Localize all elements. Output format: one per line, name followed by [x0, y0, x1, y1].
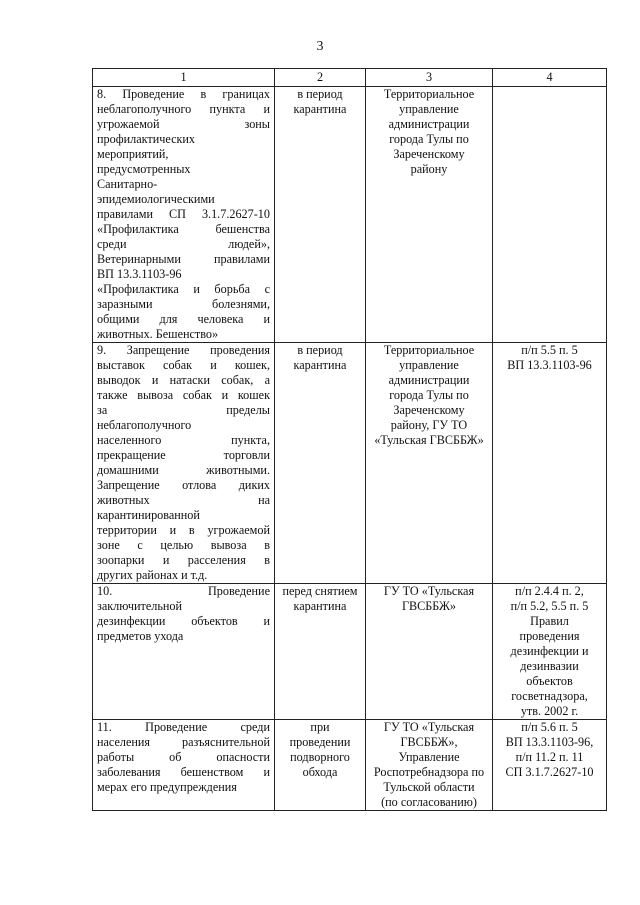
cell-line: мерах его предупреждения — [97, 780, 237, 794]
column-header: 1 — [93, 69, 275, 87]
cell-line: «Профилактика бешенства — [97, 222, 270, 236]
executor-cell — [366, 720, 493, 811]
cell-line: «Тульская ГВСББЖ» — [374, 433, 484, 447]
executor-cell — [366, 584, 493, 720]
cell-line: других районах и т.д. — [97, 568, 208, 582]
cell-line: животных. Бешенство» — [97, 327, 219, 341]
cell-line: в период — [297, 87, 343, 101]
cell-line: перед снятием — [282, 584, 358, 598]
cell-line: 11. Проведение среди — [97, 720, 270, 734]
cell-line: Ветеринарными правилами — [97, 252, 270, 266]
cell-line: карантина — [293, 358, 347, 372]
cell-line: госветнадзора, — [511, 689, 588, 703]
cell-line: Территориальное — [383, 87, 475, 101]
cell-line: п/п 5.2, 5.5 п. 5 — [510, 599, 589, 613]
measure-cell — [93, 343, 275, 584]
cell-line: проведения — [519, 629, 580, 643]
cell-line: выводок и натаски собак, а — [97, 373, 270, 387]
cell-line: управление — [399, 102, 459, 116]
measure-cell — [93, 87, 275, 343]
cell-line: дезинфекции и — [510, 644, 589, 658]
cell-line: при — [310, 720, 330, 734]
cell-line: Роспотребнадзора по — [373, 765, 485, 779]
cell-line: предусмотренных — [97, 162, 191, 176]
cell-line: в период — [297, 343, 343, 357]
cell-line: эпидемиологическими — [97, 192, 215, 206]
cell-line: заболевания бешенством и — [97, 765, 270, 779]
cell-line: домашними животными. — [97, 463, 270, 477]
cell-line: прекращение торговли — [97, 448, 270, 462]
cell-line: дезинвазии — [520, 659, 579, 673]
cell-line: Тульской области — [383, 780, 475, 794]
cell-line: 10. Проведение — [97, 584, 270, 598]
cell-line: обхода — [302, 765, 338, 779]
table-row — [93, 584, 607, 720]
cell-line: подворного — [290, 750, 350, 764]
cell-line: дезинфекции объектов и — [97, 614, 270, 628]
cell-line: «Профилактика и борьба с — [97, 282, 270, 296]
cell-line: зоопарки и расселения в — [97, 553, 270, 567]
cell-line: среди людей», — [97, 237, 270, 251]
cell-line: неблагополучного — [97, 418, 192, 432]
measures-table — [92, 68, 607, 811]
cell-line: району — [410, 162, 448, 176]
measure-cell — [93, 720, 275, 811]
cell-line: работы об опасности — [97, 750, 270, 764]
cell-line: п/п 11.2 п. 11 — [515, 750, 584, 764]
cell-line: (по согласованию) — [381, 795, 477, 809]
cell-line: ГУ ТО «Тульская — [383, 584, 475, 598]
cell-line: города Тулы по — [389, 388, 469, 402]
cell-line: ГВСББЖ», — [400, 735, 458, 749]
cell-line: ВП 13.3.1103-96 — [507, 358, 592, 372]
column-header: 4 — [493, 69, 607, 87]
cell-line: территории и в угрожаемой — [97, 523, 270, 537]
cell-line: ВП 13.3.1103-96, — [505, 735, 594, 749]
cell-line: карантина — [293, 102, 347, 116]
cell-line: профилактических — [97, 132, 196, 146]
deadline-cell — [275, 720, 366, 811]
table-row — [93, 87, 607, 343]
cell-line: Зареченскому — [393, 147, 465, 161]
deadline-cell — [275, 87, 366, 343]
cell-line: правилами СП 3.1.7.2627-10 — [97, 207, 270, 221]
cell-line: п/п 5.5 п. 5 — [521, 343, 578, 357]
cell-line: карантинированной — [97, 508, 200, 522]
cell-line: также вывоза собак и кошек — [97, 388, 270, 402]
cell-line: зоне с целью вывоза в — [97, 538, 270, 552]
column-header: 3 — [366, 69, 493, 87]
cell-line: ГУ ТО «Тульская — [383, 720, 475, 734]
cell-line: города Тулы по — [389, 132, 469, 146]
cell-line: Запрещение отлова диких — [97, 478, 270, 492]
basis-cell — [493, 720, 607, 811]
measure-cell — [93, 584, 275, 720]
cell-line: общими для человека и — [97, 312, 270, 326]
cell-line: карантина — [293, 599, 347, 613]
cell-line: населенного пункта, — [97, 433, 270, 447]
cell-line: мероприятий, — [97, 147, 169, 161]
cell-line: выставок собак и кошек, — [97, 358, 270, 372]
deadline-cell — [275, 343, 366, 584]
cell-line: животных на — [97, 493, 270, 507]
cell-line: управление — [399, 358, 459, 372]
cell-line: Санитарно- — [97, 177, 158, 191]
cell-line: администрации — [388, 373, 470, 387]
cell-line: неблагополучного пункта и — [97, 102, 270, 116]
cell-line: администрации — [388, 117, 470, 131]
cell-line: заразными болезнями, — [97, 297, 270, 311]
cell-line: Территориальное — [383, 343, 475, 357]
cell-line: Зареченскому — [393, 403, 465, 417]
cell-line: ГВСББЖ» — [401, 599, 456, 613]
cell-line: заключительной — [97, 599, 183, 613]
cell-line: Управление — [398, 750, 460, 764]
cell-line: Правил — [530, 614, 569, 628]
basis-cell — [493, 343, 607, 584]
cell-line: 8. Проведение в границах — [97, 87, 270, 101]
cell-line: предметов ухода — [97, 629, 184, 643]
column-header: 2 — [275, 69, 366, 87]
cell-line: населения разъяснительной — [97, 735, 270, 749]
cell-line: п/п 2.4.4 п. 2, — [515, 584, 584, 598]
cell-line: угрожаемой зоны — [97, 117, 270, 131]
executor-cell — [366, 87, 493, 343]
cell-line: 9. Запрещение проведения — [97, 343, 270, 357]
table-header-row — [93, 69, 607, 87]
basis-cell — [493, 584, 607, 720]
cell-line: объектов — [526, 674, 573, 688]
cell-line: СП 3.1.7.2627-10 — [505, 765, 594, 779]
table-row — [93, 343, 607, 584]
deadline-cell — [275, 584, 366, 720]
page-number: 3 — [316, 39, 324, 54]
cell-line: ВП 13.3.1103-96 — [97, 267, 182, 281]
cell-line: утв. 2002 г. — [520, 704, 579, 718]
cell-line: району, ГУ ТО — [390, 418, 468, 432]
table-row — [93, 720, 607, 811]
cell-line: п/п 5.6 п. 5 — [521, 720, 578, 734]
cell-line: проведении — [289, 735, 351, 749]
cell-line: за пределы — [97, 403, 270, 417]
executor-cell — [366, 343, 493, 584]
basis-cell — [493, 87, 607, 343]
